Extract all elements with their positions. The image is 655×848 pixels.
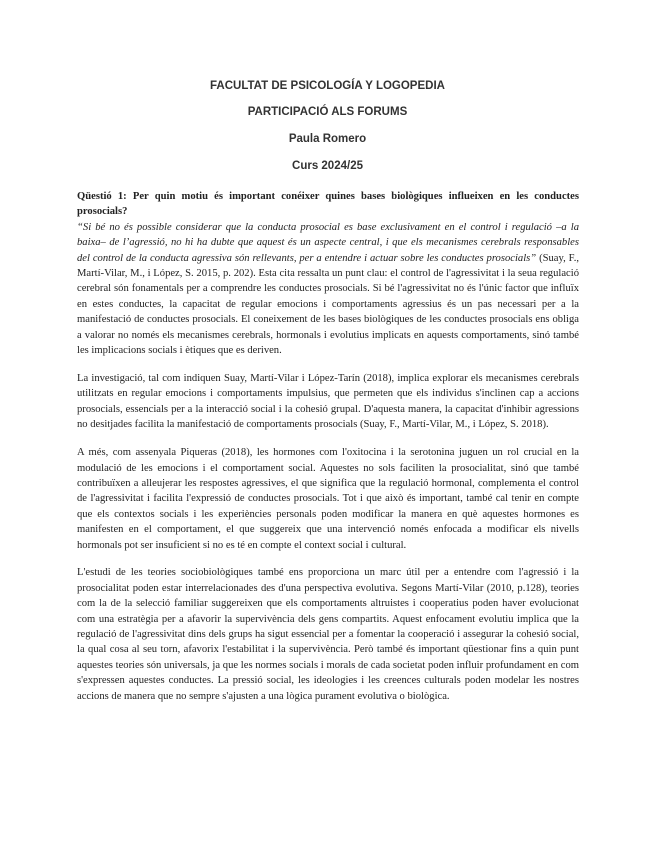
course-year: Curs 2024/25 <box>292 160 363 172</box>
author-name: Paula Romero <box>288 133 367 145</box>
document-title: PARTICIPACIÓ ALS FORUMS <box>247 106 408 118</box>
document-body <box>77 189 579 717</box>
faculty-heading: FACULTAT DE PSICOLOGÍA Y LOGOPEDIA <box>210 80 445 92</box>
paragraph-1-quote: “Si bé no és possible considerar que la conducta prosocial es base exclusivament en el control i regulació –a la baixa– de l’agressió, no hi ha dubte que aquest és un aspecte central, i que els mecanismes cerebrals responsables del control de la conducta agressiva són rellevants, per a entendre i actuar sobre les conductes prosocials” <box>77 221 579 264</box>
paragraph-3: A més, com assenyala Piqueras (2018), les hormones com l'oxitocina i la serotonina juguen un rol crucial en la modulació de les emocions i el comportament social. Aquestes no sols faciliten la prosocialitat, sinó que també contribuïxen a alleujerar les respostes agressives, el que significa que la regulació hormonal, complementa el control de l'agressivitat i facilita l'expressió de conductes prosocials. Tot i que això és important, també cal tenir en compte que els contextos socials i les experiències personals poden modificar la manera en què aquestes hormones es manifesten en el comportament, el que suggereix que una intervenció només enfocada a modificar els nivells hormonals pot ser insuficient si no es té en compte el context social i cultural. <box>77 447 579 551</box>
question-heading: Qüestió 1: Per quin motiu és important conéixer quines bases biològiques influeixen en les conductes prosocials? <box>77 191 579 218</box>
paragraph-4: L'estudi de les teories sociobiològiques també ens proporciona un marc útil per a entendre com l'agressió i la prosocialitat poden estar interrelacionades des d'una perspectiva evolutiva. Segons Martí-Vilar (2010, p.128), teories com la de la selecció familiar suggereixen que els comportaments altruistes i cooperatius poden haver evolucionat com una estratègia per a afavorir la supervivència dels gens compartits. Aquest enfocament evolutiu implica que la regulació de l'agressivitat dins dels grups ha sigut essencial per a fomentar la cooperació i assegurar la cohesió social, la qual cosa al seu torn, afavorix l'estabilitat i la supervivència. Però també és important qüestionar fins a quin punt aquestes teories són universals, ja que les normes socials i morals de cada societat poden influir profundament en com s'expressen aquestes conductes. La pressió social, les ideologies i les creences culturals poden modelar les nostres accions de manera que no sempre s'ajusten a una lògica purament evolutiva o biològica. <box>77 567 579 702</box>
paragraph-2: La investigació, tal com indiquen Suay, Martí-Vilar i López-Tarín (2018), implica explorar els mecanismes cerebrals utilitzats en regular emocions i comportaments impulsius, que permeten que els individus s'inclinen cap a accions prosocials, essencials per a la interacció social i la cohesió grupal. D'aquesta manera, la capacitat d'inhibir agressions no desitjades facilita la manifestació de comportaments prosocials (Suay, F., Martí-Vilar, M., i López, S. 2018). <box>77 372 579 431</box>
paragraph-1 <box>77 220 579 359</box>
paragraph-1-text: (Suay, F., Martí-Vilar, M., i López, S. 2015, p. 202). Esta cita ressalta un punt clau: el control de l'agressivitat i la seua regulació cerebral són fonamentals per a comprendre les conductes prosocials. Si bé l'agressivitat no és l'únic factor que influïx en estes conductes, la capacitat de regular emocions i comportaments agressius és un pas necessari per a la manifestació de conductes prosocials. El coneixement de les bases biològiques de les conductes prosocials ens obliga a valorar no només els mecanismes cerebrals, hormonals i evolutius implicats en aquests comportaments, sinó també les implicacions socials i ètiques que es deriven. <box>77 252 580 357</box>
